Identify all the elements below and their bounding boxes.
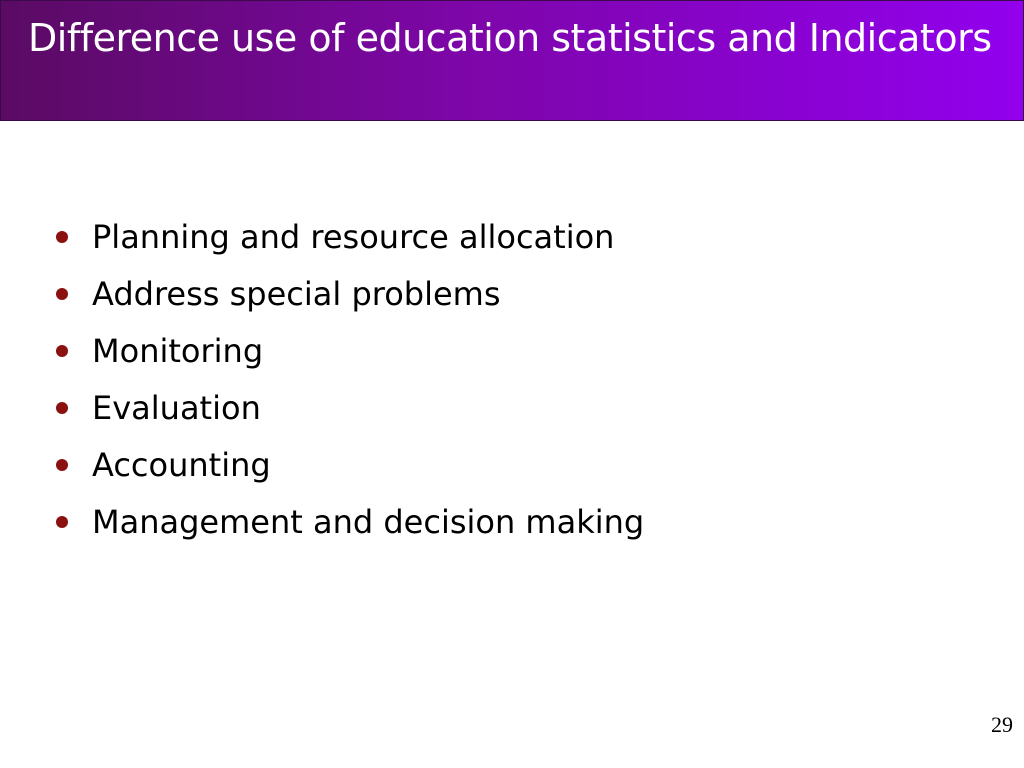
bullet-label: Evaluation	[92, 388, 261, 427]
bullet-list	[56, 208, 644, 550]
bullet-dot-icon	[56, 231, 68, 243]
bullet-item	[56, 436, 644, 493]
bullet-label: Planning and resource allocation	[92, 217, 615, 256]
bullet-item	[56, 265, 644, 322]
bullet-label: Address special problems	[92, 274, 501, 313]
bullet-dot-icon	[56, 345, 68, 357]
bullet-dot-icon	[56, 402, 68, 414]
bullet-item	[56, 208, 644, 265]
bullet-dot-icon	[56, 288, 68, 300]
bullet-label: Accounting	[92, 445, 271, 484]
bullet-dot-icon	[56, 516, 68, 528]
bullet-item	[56, 493, 644, 550]
bullet-label: Management and decision making	[92, 502, 645, 541]
page-number: 29	[991, 712, 1013, 737]
slide-title: Difference use of education statistics and Indicators	[28, 16, 992, 60]
bullet-item	[56, 322, 644, 379]
bullet-dot-icon	[56, 459, 68, 471]
bullet-item	[56, 379, 644, 436]
bullet-label: Monitoring	[92, 331, 264, 370]
title-bar	[0, 0, 1024, 121]
